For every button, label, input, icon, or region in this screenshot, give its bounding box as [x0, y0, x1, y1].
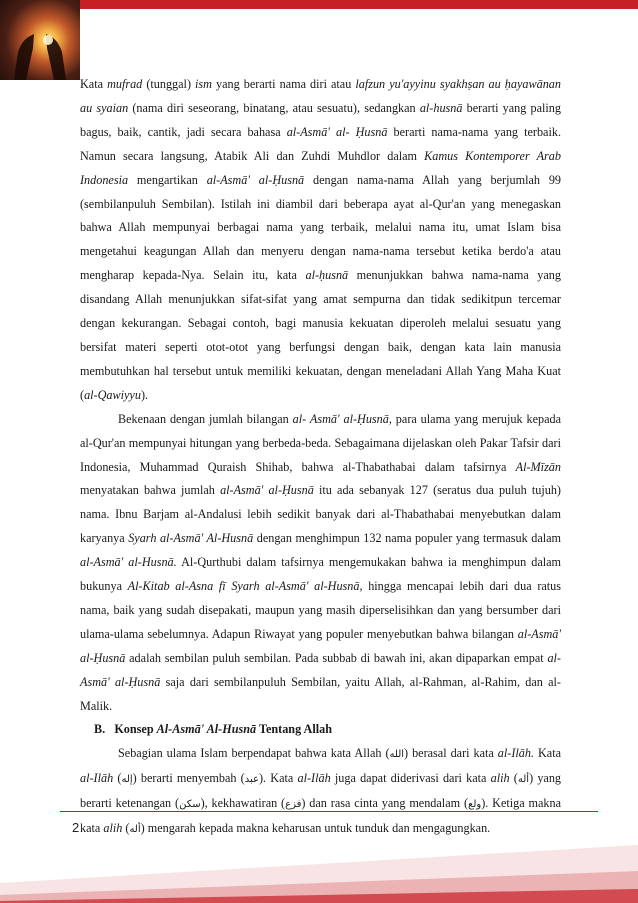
text: Kata: [80, 77, 108, 91]
praying-hands-photo: [0, 0, 80, 80]
text: ).: [140, 387, 149, 402]
italic-term: al-husnā: [419, 100, 463, 115]
heading-letter: B.: [94, 722, 106, 737]
page-number: 2: [72, 820, 80, 835]
arabic-word: أله: [129, 824, 141, 836]
header-accent-bar: [80, 0, 638, 9]
text: mengartikan: [128, 172, 207, 187]
italic-term: al-Asmā' al-Ḥusnā: [80, 650, 561, 689]
italic-term: al-Asmā' al- Ḥusnā: [286, 124, 388, 139]
text: dengan nama-nama Allah yang berjumlah 99 (sembilanpuluh Sembilan). Istilah ini diambil dari beberapa ayat al-Qur'an yang menegaskan bahwa Allah mempunyai berbagai nama yang terbaik, melalui nama itu, umat Islam bisa mengetahui keagungan Allah dan menyeru dengan nama-nama tersebut ketika berdo'a atau mengharap kepada-Nya. Selain itu, kata: [80, 172, 562, 283]
italic-term: Al-Kitab al-Asna fī Syarh al-Asmā' al-Husnā,: [127, 579, 363, 594]
italic-term: alih: [103, 821, 123, 836]
arabic-word: إله: [121, 774, 133, 786]
italic-term: ism: [195, 77, 212, 91]
text: ). Ketiga makna kata: [80, 796, 562, 836]
text: Bekenaan dengan jumlah bilangan: [118, 411, 293, 426]
document-body: [80, 73, 561, 842]
text: para ulama yang merujuk kepada al-Qur'an mempunyai hitungan yang berbeda-beda. Sebagaimana dijelaskan oleh Pakar Tafsir dari Indonesia, Muhammad Quraish Shihab, bahwa al-Thabathabai dalam tafsirnya: [80, 411, 561, 474]
italic-term: Syarh al-Asmā' Al-Husnā: [128, 531, 254, 546]
text: (nama diri seseorang, binatang, atau sesuatu), sedangkan: [128, 100, 420, 115]
text: ) mengarah kepada makna keharusan untuk tunduk dan mengagungkan.: [140, 821, 491, 836]
paragraph-1: [80, 73, 561, 408]
text: ). Kata: [258, 771, 298, 786]
text: Tentang Allah: [256, 722, 332, 737]
footer-decoration: [0, 823, 638, 903]
italic-term: al-Asmā' al-Ḥusnā: [80, 626, 561, 665]
italic-term: Kamus Kontemporer Arab Indonesia: [80, 148, 561, 187]
arabic-word: عبد: [244, 774, 259, 786]
text: (: [509, 771, 518, 786]
text: (: [113, 771, 122, 786]
italic-term: al-Asmā' al-Ḥusnā: [220, 483, 314, 498]
arabic-word: أله: [517, 774, 530, 786]
text: menunjukkan bahwa nama-nama yang disandang Allah menunjukkan sifat-sifat yang amat sempurna dan tidak sedikitpun tercemar dengan kekurangan. Sebagai contoh, bagi manusia kekuatan diperoleh melalui sesuatu yang bersifat materi seperti otot-otot yang berfungsi dengan baik, dengan kata lain manusia membutuhkan hal tersebut untuk memiliki kekuatan, dengan meneladani Allah Yang Maha Kuat (: [80, 268, 561, 402]
text: ) berarti menyembah (: [132, 771, 245, 786]
italic-term: alih: [490, 771, 510, 786]
paragraph-2: [80, 408, 561, 719]
section-heading: [80, 718, 561, 742]
text: dengan menghimpun 132 nama populer yang termasuk dalam: [253, 531, 561, 546]
text: berarti yang paling bagus, baik, cantik, jadi secara bahasa: [80, 100, 561, 139]
italic-term: al-ḥusnā: [305, 268, 349, 283]
text: ) dan rasa cinta yang mendalam (: [301, 796, 469, 811]
italic-term: al-Asmā' al-Ḥusnā: [206, 172, 305, 187]
text: ), kekhawatiran (: [200, 796, 286, 811]
text: Al-Qurthubi dalam tafsirnya mengemukakan bahwa ia menghimpun dalam bukunya: [80, 555, 562, 594]
italic-term: al- Asmā' al-Ḥusnā,: [292, 411, 392, 426]
text: adalah sembilan puluh sembilan. Pada subbab di bawah ini, akan dipaparkan empat: [125, 650, 548, 665]
italic-term: al-Ilāh.: [497, 746, 534, 761]
text: Sebagian ulama Islam berpendapat bahwa kata Allah (: [118, 746, 390, 761]
italic-term: al-Ilāh: [80, 771, 114, 786]
italic-term: Al-Mīzān: [515, 459, 561, 474]
italic-term: al-Asmā' al-Husnā.: [80, 555, 177, 570]
italic-term: lafzun yu'ayyinu syakhṣan au ḥayawānan au syaian: [80, 77, 561, 115]
arabic-word: سكن: [179, 799, 201, 811]
footer-rule: [60, 811, 598, 812]
italic-term: al-Ilāh: [297, 771, 331, 786]
arabic-word: فزع: [285, 799, 302, 811]
text: berarti nama-nama yang terbaik. Namun secara langsung, Atabik Ali dan Zuhdi Muhdlor dalam: [80, 124, 561, 163]
text: hingga mencapai lebih dari dua ratus nama, baik yang sudah disepakati, maupun yang masih diperselisihkan dan yang bersumber dari ulama-ulama sebelumnya. Adapun Riwayat yang populer menyebutkan bahwa bilangan: [80, 579, 562, 641]
text: Konsep: [114, 722, 157, 737]
arabic-word: الله: [389, 749, 405, 761]
text: itu ada sebanyak 127 (seratus dua puluh tujuh) nama. Ibnu Barjam al-Andalusi lebih sedikit banyak dari al-Thabathabai menyebutkan dalam karyanya: [80, 483, 561, 546]
italic-term: al-Qawiyyu: [84, 387, 141, 402]
arabic-word: ولع: [468, 799, 482, 811]
text: juga dapat diderivasi dari kata: [330, 771, 491, 786]
text: (: [122, 821, 130, 836]
italic-term: mufrad: [107, 77, 143, 91]
text: saja dari sembilanpuluh Sembilan, yaitu Allah, al-Rahman, al-Rahim, dan al-Malik.: [80, 674, 561, 713]
text: menyatakan bahwa jumlah: [80, 483, 221, 498]
text: ) yang berarti ketenangan (: [80, 771, 562, 811]
text: ) berasal dari kata: [404, 746, 498, 761]
text: (tunggal): [142, 77, 196, 91]
text: yang berarti nama diri atau: [211, 77, 356, 91]
italic-term: Al-Asmā' Al-Husnā: [156, 722, 257, 737]
text: Kata: [534, 746, 561, 761]
